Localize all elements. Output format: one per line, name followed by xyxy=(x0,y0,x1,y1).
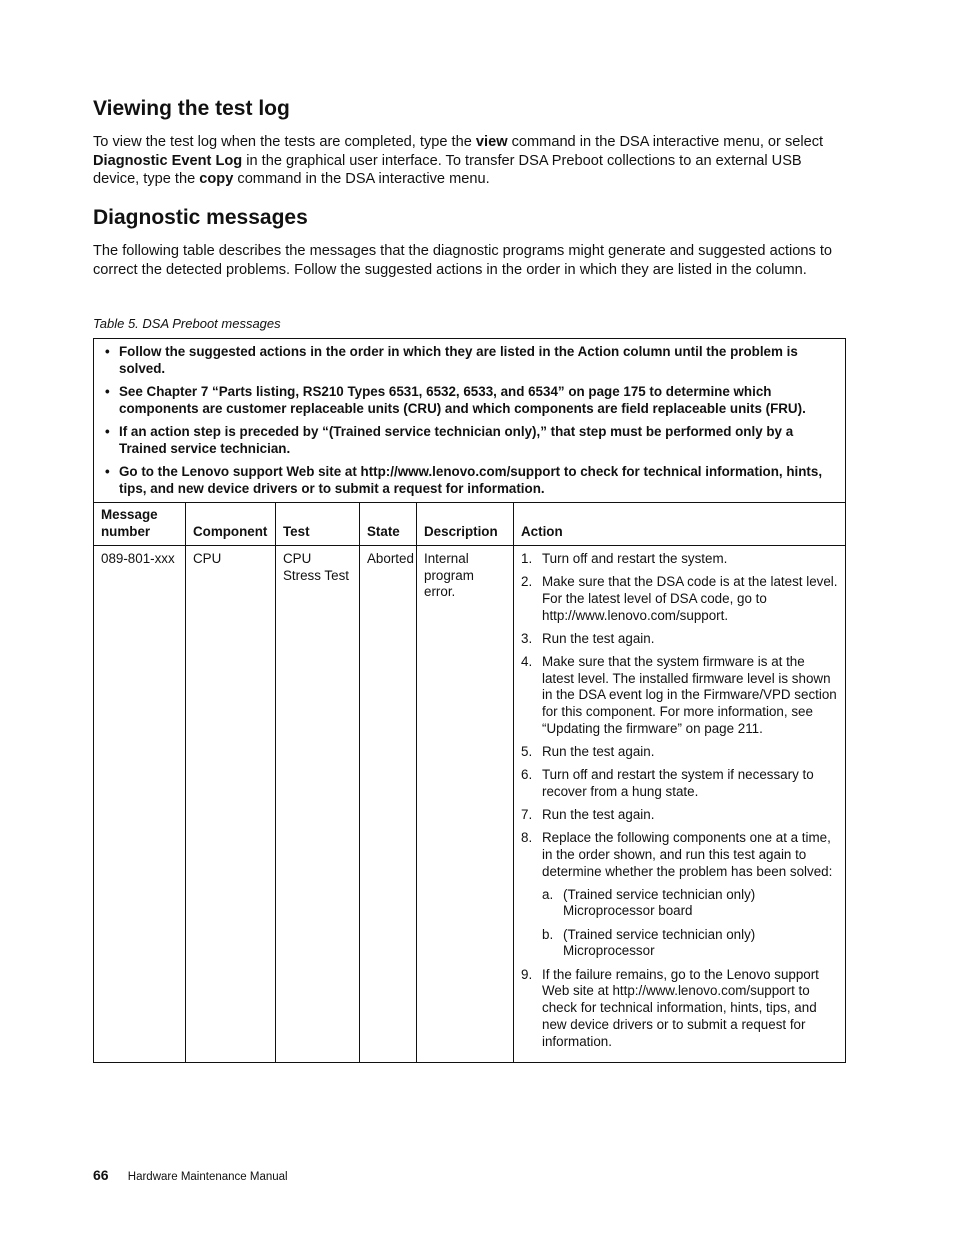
cell-state: Aborted xyxy=(360,545,417,1062)
action-list xyxy=(521,551,838,1051)
action-step xyxy=(521,551,838,568)
sub-step-letter: a. xyxy=(542,886,554,902)
note-item: • If an action step is preceded by “(Trained service technician only),” that step must be performed only by a Trained service technician. xyxy=(102,424,837,458)
action-step xyxy=(521,654,838,738)
notes-cell xyxy=(94,339,846,503)
cell-component: CPU xyxy=(186,545,276,1062)
cell-test: CPU Stress Test xyxy=(276,545,360,1062)
page-footer xyxy=(93,1167,288,1183)
page-number: 66 xyxy=(93,1167,109,1183)
step-number: 5. xyxy=(521,744,533,760)
section-heading-viewing-test-log: Viewing the test log xyxy=(93,97,290,120)
header-test: Test xyxy=(276,502,360,545)
cell-description: Internal program error. xyxy=(417,545,514,1062)
step-number: 8. xyxy=(521,830,533,846)
header-state: State xyxy=(360,502,417,545)
text-run: command in the DSA interactive menu, or select xyxy=(507,134,824,150)
action-step xyxy=(521,807,838,824)
header-message-number: Message number xyxy=(94,502,186,545)
step-text: If the failure remains, go to the Lenovo support Web site at http://www.lenovo.com/support to check for technical information, hints, tips, and new device drivers or to submit a request for information. xyxy=(542,966,819,1049)
step-text: Make sure that the DSA code is at the latest level. For the latest level of DSA code, go to http://www.lenovo.com/support. xyxy=(542,573,838,623)
sub-step-letter: b. xyxy=(542,926,554,942)
manual-title: Hardware Maintenance Manual xyxy=(127,1171,288,1183)
step-text: Replace the following components one at a time, in the order shown, and run this test again to determine whether the problem has been solved: xyxy=(542,830,833,879)
dsa-preboot-messages-table xyxy=(93,338,846,1063)
header-component: Component xyxy=(186,502,276,545)
note-item: • Go to the Lenovo support Web site at http://www.lenovo.com/support to check for technical information, hints, tips, and new device drivers or to submit a request for information. xyxy=(102,464,837,498)
step-number: 6. xyxy=(521,767,533,783)
sub-action-step xyxy=(542,887,838,921)
step-number: 3. xyxy=(521,630,533,646)
action-step xyxy=(521,744,838,761)
step-number: 7. xyxy=(521,807,533,823)
command-view: view xyxy=(475,134,508,150)
command-copy: copy xyxy=(199,171,234,188)
sub-step-text: (Trained service technician only) Microprocessor board xyxy=(563,886,756,919)
step-text: Turn off and restart the system. xyxy=(542,550,728,566)
sub-action-list xyxy=(542,887,838,961)
table-caption: Table 5. DSA Preboot messages xyxy=(93,316,281,331)
step-text: Run the test again. xyxy=(542,807,655,823)
action-step xyxy=(521,767,838,801)
table-row xyxy=(94,545,846,1062)
step-text: Turn off and restart the system if necessary to recover from a hung state. xyxy=(542,767,814,799)
cell-message-number: 089-801-xxx xyxy=(94,545,186,1062)
step-text: Make sure that the system firmware is at the latest level. The installed firmware level is shown in the DSA event log in the Firmware/VPD section for this component. For more information, see “Updating the firmware” on page 211. xyxy=(542,653,837,736)
header-row xyxy=(94,502,846,545)
step-text: Run the test again. xyxy=(542,744,655,760)
text-run: To view the test log when the tests are completed, type the xyxy=(93,134,476,150)
sub-action-step xyxy=(542,927,838,961)
notes-list xyxy=(102,344,837,498)
note-item: • Follow the suggested actions in the order in which they are listed in the Action column until the problem is solved. xyxy=(102,344,837,378)
cell-action xyxy=(514,545,846,1062)
section-heading-diagnostic-messages: Diagnostic messages xyxy=(93,206,308,229)
menu-diagnostic-event-log: Diagnostic Event Log xyxy=(93,152,243,169)
step-text: Run the test again. xyxy=(542,630,655,646)
step-number: 4. xyxy=(521,653,533,669)
sub-step-text: (Trained service technician only) Microprocessor xyxy=(563,926,756,959)
action-step xyxy=(521,967,838,1051)
notes-row xyxy=(94,339,846,503)
action-step xyxy=(521,631,838,648)
text-run: command in the DSA interactive menu. xyxy=(233,171,490,188)
note-item: • See Chapter 7 “Parts listing, RS210 Types 6531, 6532, 6533, and 6534” on page 175 to determine which components are customer replaceable units (CRU) and which components are field replaceable units (FRU). xyxy=(102,384,837,418)
action-step xyxy=(521,830,838,960)
action-step xyxy=(521,574,838,624)
header-description: Description xyxy=(417,502,514,545)
header-action: Action xyxy=(514,502,846,545)
step-number: 2. xyxy=(521,573,533,589)
step-number: 9. xyxy=(521,966,533,982)
text-run: in the graphical user interface. To transfer DSA Preboot collections to an external USB device, type the xyxy=(93,152,802,188)
viewing-test-log-paragraph xyxy=(93,133,833,189)
diagnostic-messages-paragraph: The following table describes the messages that the diagnostic programs might generate and suggested actions to correct the detected problems. Follow the suggested actions in the order in which they are listed in the column. xyxy=(93,243,833,278)
step-number: 1. xyxy=(521,550,533,566)
